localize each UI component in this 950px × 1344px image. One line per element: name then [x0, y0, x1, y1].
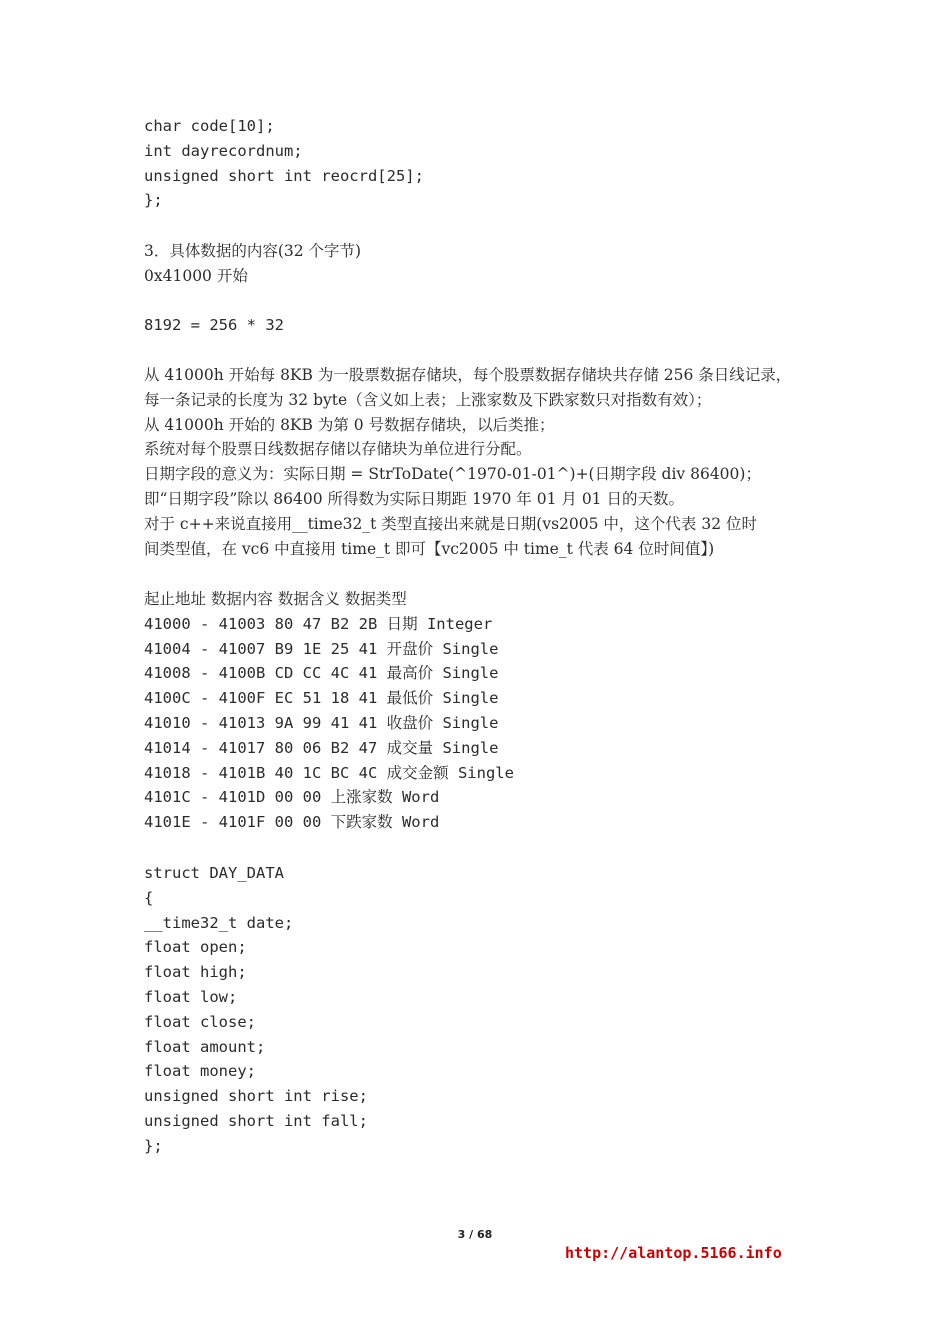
code-line: {	[144, 888, 154, 907]
code-line: __time32_t date;	[144, 913, 294, 932]
table-row: 41004 - 41007 B9 1E 25 41 开盘价 Single	[144, 639, 499, 658]
table-header: 起止地址 数据内容 数据含义 数据类型	[144, 590, 407, 608]
paragraph-line: 从 41000h 开始每 8KB 为一股票数据存储块，每个股票数据存储块共存储 256 条日线记录，	[144, 366, 792, 384]
code-line: float money;	[144, 1062, 256, 1081]
code-line: };	[144, 1136, 163, 1155]
explanation-paragraph	[144, 363, 791, 561]
table-row: 4101C - 4101D 00 00 上涨家数 Word	[144, 788, 440, 807]
code-line: };	[144, 191, 163, 210]
paragraph-line: 即“日期字段”除以 86400 所得数为实际日期距 1970 年 01 月 01 日的天数。	[144, 489, 684, 508]
code-line: unsigned short int rise;	[144, 1087, 368, 1106]
paragraph-line: 间类型值，在 vc6 中直接用 time_t 即可【vc2005 中 time_t 代表 64 位时间值】)	[144, 539, 715, 558]
field-layout-table	[144, 587, 514, 835]
code-line: unsigned short int reocrd[25];	[144, 166, 424, 185]
equation-text: 8192 = 256 * 32	[144, 316, 284, 334]
table-row: 41008 - 4100B CD CC 4C 41 最高价 Single	[144, 664, 499, 683]
code-line: float high;	[144, 963, 247, 982]
table-row: 41018 - 4101B 40 1C BC 4C 成交金额 Single	[144, 763, 514, 782]
section-heading	[144, 239, 361, 289]
paragraph-line: 每一条记录的长度为 32 byte（含义如上表；上涨家数及下跌家数只对指数有效）；	[144, 390, 712, 409]
code-line: float open;	[144, 938, 247, 957]
page-number: 3 / 68	[457, 1228, 493, 1241]
table-row: 41014 - 41017 80 06 B2 47 成交量 Single	[144, 738, 499, 757]
footer-url-link[interactable]: http://alantop.5166.info	[565, 1244, 782, 1262]
code-block-top	[144, 114, 424, 213]
code-line: int dayrecordnum;	[144, 141, 303, 160]
code-line: struct DAY_DATA	[144, 864, 284, 882]
code-line: char code[10];	[144, 117, 275, 135]
code-line: float amount;	[144, 1037, 266, 1056]
struct-definition	[144, 861, 368, 1159]
paragraph-line: 从 41000h 开始的 8KB 为第 0 号数据存储块，以后类推；	[144, 415, 555, 434]
section-title: 3．具体数据的内容(32 个字节)	[144, 242, 362, 260]
table-row: 41010 - 41013 9A 99 41 41 收盘价 Single	[144, 713, 499, 732]
code-line: unsigned short int fall;	[144, 1111, 368, 1130]
code-line: float low;	[144, 987, 238, 1006]
paragraph-line: 日期字段的意义为：实际日期 = StrToDate(^1970-01-01^)+(日期字段 div 86400)；	[144, 465, 761, 484]
table-row: 41000 - 41003 80 47 B2 2B 日期 Integer	[144, 614, 493, 633]
code-line: float close;	[144, 1012, 256, 1031]
paragraph-line: 对于 c++来说直接用__time32_t 类型直接出来就是日期(vs2005 中，这个代表 32 位时	[144, 514, 757, 533]
table-row: 4101E - 4101F 00 00 下跌家数 Word	[144, 813, 440, 832]
section-offset: 0x41000 开始	[144, 266, 248, 285]
table-row: 4100C - 4100F EC 51 18 41 最低价 Single	[144, 689, 499, 708]
paragraph-line: 系统对每个股票日线数据存储以存储块为单位进行分配。	[144, 440, 532, 459]
size-equation	[144, 313, 284, 338]
